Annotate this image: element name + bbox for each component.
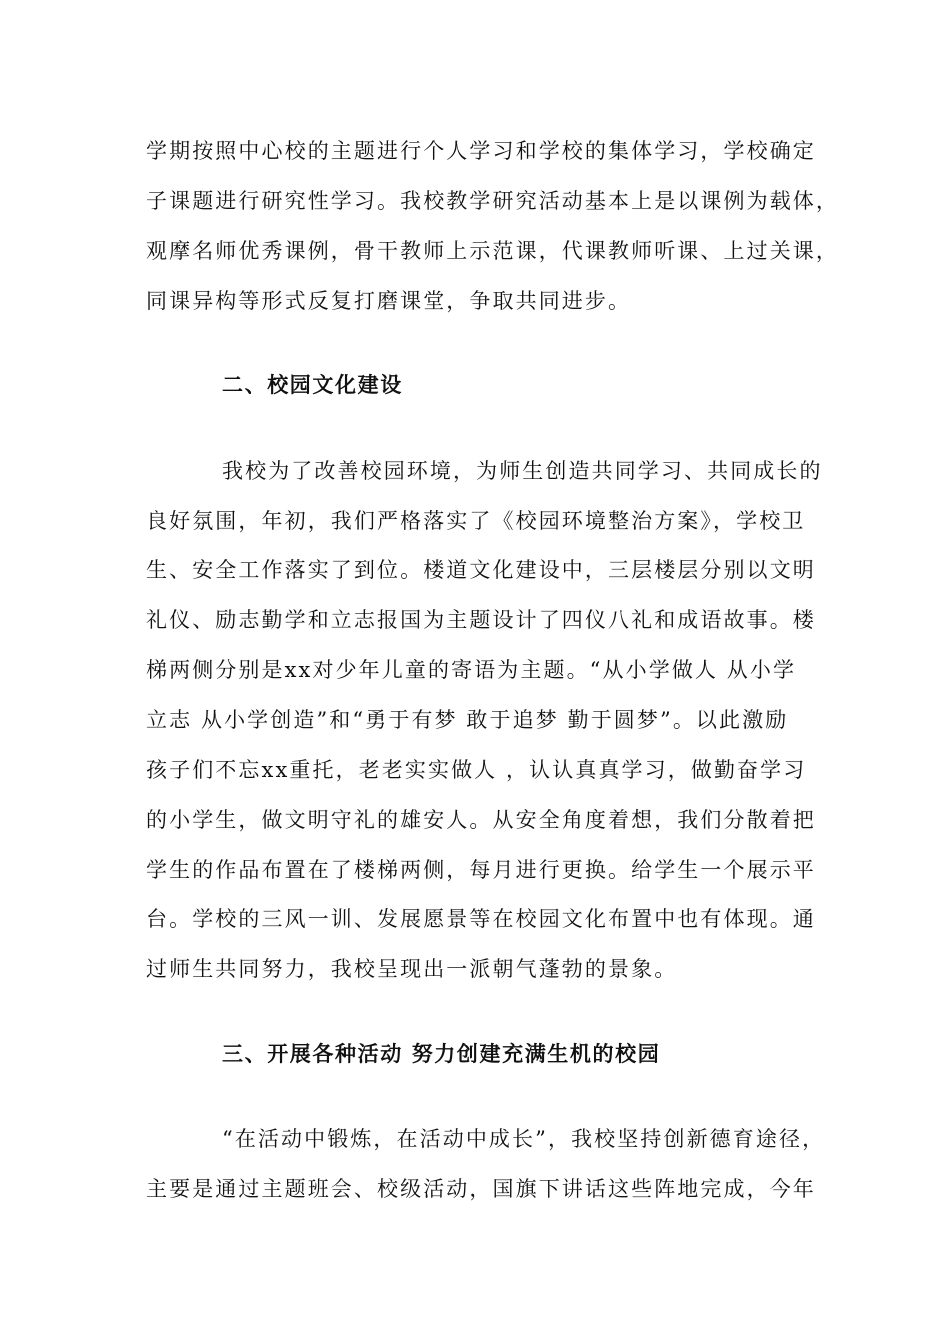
paragraph-line: 主要是通过主题班会、校级活动，国旗下讲话这些阵地完成，今年 [146,1177,816,1201]
section-heading-campus-culture: 二、校园文化建设 [222,372,403,397]
paragraph-line: 学生的作品布置在了楼梯两侧，每月进行更换。给学生一个展示平 [146,858,816,882]
paragraph-line: 我校为了改善校园环境，为师生创造共同学习、共同成长的 [222,459,823,483]
paragraph-line: 立志 从小学创造”和“勇于有梦 敢于追梦 勤于圆梦”。以此激励 [146,708,789,732]
section-heading-activities: 三、开展各种活动 努力创建充满生机的校园 [222,1041,661,1066]
paragraph-line: 孩子们不忘xx重托，老老实实做人 ，认认真真学习，做勤奋学习 [146,758,807,782]
paragraph-line: 子课题进行研究性学习。我校教学研究活动基本上是以课例为载体， [146,189,839,213]
paragraph-line: 良好氛围，年初，我们严格落实了《校园环境整治方案》，学校卫 [146,509,806,533]
paragraph-line: 礼仪、励志勤学和立志报国为主题设计了四仪八礼和成语故事。楼 [146,608,816,632]
paragraph-line: “在活动中锻炼，在活动中成长”，我校坚持创新德育途径， [222,1127,826,1151]
paragraph-line: 生、安全工作落实了到位。楼道文化建设中，三层楼层分别以文明 [146,558,816,582]
paragraph-line: 过师生共同努力，我校呈现出一派朝气蓬勃的景象。 [146,957,678,981]
paragraph-line: 梯两侧分别是xx对少年儿童的寄语为主题。“从小学做人 从小学 [146,658,797,682]
paragraph-line: 学期按照中心校的主题进行个人学习和学校的集体学习，学校确定 [146,139,816,163]
paragraph-line: 同课异构等形式反复打磨课堂，争取共同进步。 [146,289,632,313]
paragraph-line: 的小学生，做文明守礼的雄安人。从安全角度着想，我们分散着把 [146,808,816,832]
paragraph-line: 观摩名师优秀课例，骨干教师上示范课，代课教师听课、上过关课， [146,239,839,263]
paragraph-line: 台。学校的三风一训、发展愿景等在校园文化布置中也有体现。通 [146,907,816,931]
